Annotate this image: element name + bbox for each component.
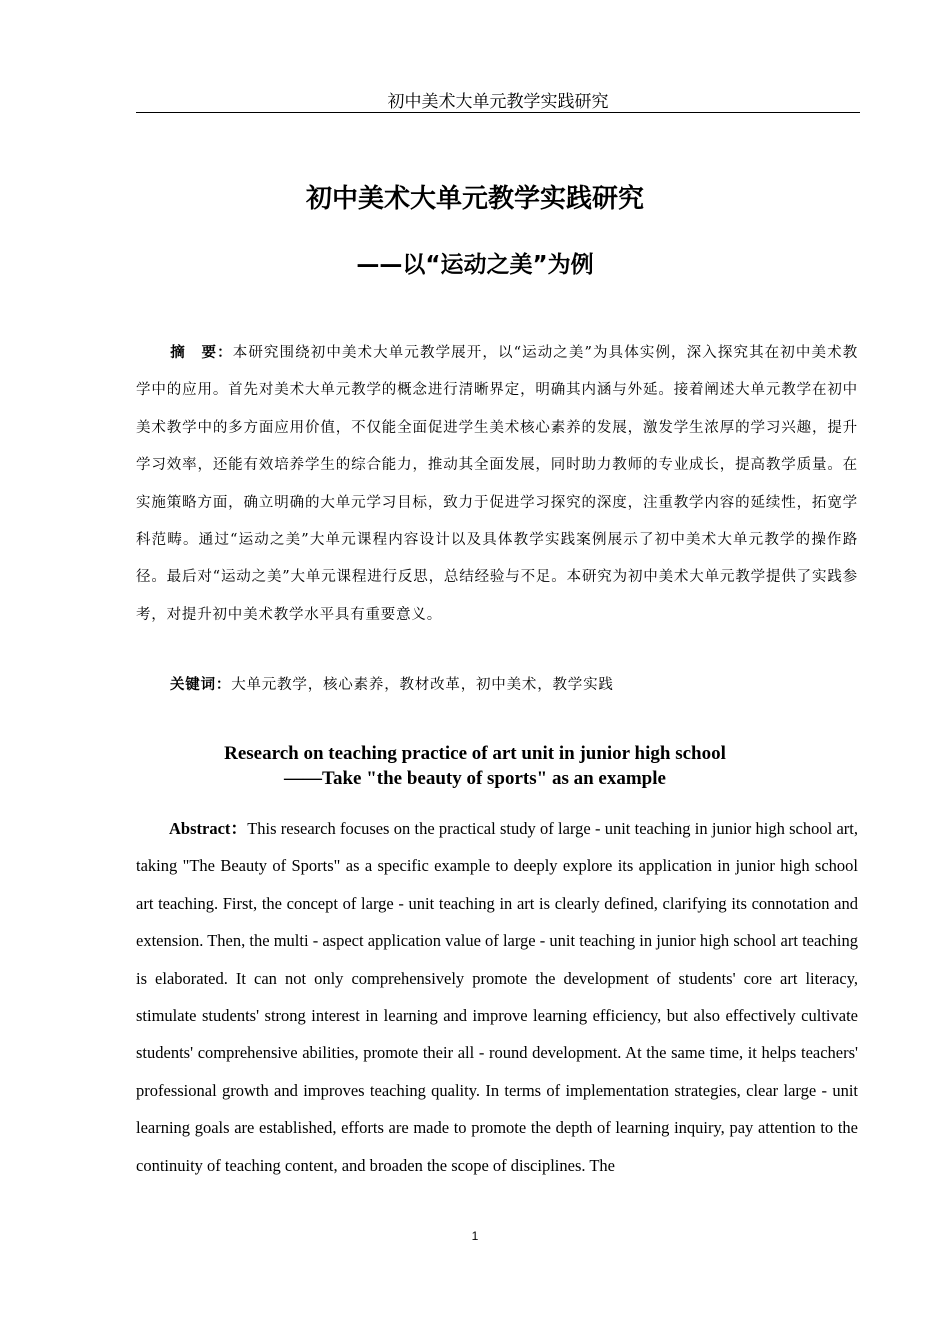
abstract-label: 摘 要： bbox=[170, 344, 233, 361]
english-abstract bbox=[136, 810, 858, 1184]
running-header: 初中美术大单元教学实践研究 bbox=[136, 92, 860, 113]
keywords-label: 关键词： bbox=[170, 676, 232, 693]
abstract-body: 本研究围绕初中美术大单元教学展开，以“运动之美”为具体实例，深入探究其在初中美术教学中的应用。首先对美术大单元教学的概念进行清晰界定，明确其内涵与外延。接着阐述大单元教学在初中美术教学中的多方面应用价值，不仅能全面促进学生美术核心素养的发展，激发学生浓厚的学习兴趣，提升学习效率，还能有效培养学生的综合能力，推动其全面发展，同时助力教师的专业成长，提高教学质量。在实施策略方面，确立明确的大单元学习目标，致力于促进学习探究的深度，注重教学内容的延续性，拓宽学科范畴。通过“运动之美”大单元课程内容设计以及具体教学实践案例展示了初中美术大单元教学的操作路径。最后对“运动之美”大单元课程进行反思，总结经验与不足。本研究为初中美术大单元教学提供了实践参考，对提升初中美术教学水平具有重要意义。 bbox=[136, 345, 858, 623]
chinese-abstract bbox=[136, 334, 858, 634]
chinese-keywords bbox=[136, 668, 858, 702]
page-number: 1 bbox=[471, 1229, 479, 1243]
english-title-block bbox=[0, 741, 950, 791]
page-title: 初中美术大单元教学实践研究 bbox=[305, 184, 644, 214]
english-subtitle: ——Take "the beauty of sports" as an example bbox=[284, 768, 666, 789]
keywords-body: 大单元教学，核心素养，教材改革，初中美术，教学实践 bbox=[231, 677, 614, 693]
english-abstract-label: Abstract： bbox=[169, 819, 248, 838]
english-abstract-body: This research focuses on the practical study of large - unit teaching in junior high school art, taking "The Beauty of Sports" as a specific example to deeply explore its application in junior high school art teaching. First, the concept of large - unit teaching in art is clearly defined, clarifying its connotation and extension. Then, the multi - aspect application value of large - unit teaching in junior high school art teaching is elaborated. It can not only comprehensively promote the development of students' core art literacy, stimulate students' strong interest in learning and improve learning efficiency, but also effectively cultivate students' comprehensive abilities, promote their all - round development. At the same time, it helps teachers' professional growth and improves teaching quality. In terms of implementation strategies, clear large - unit learning goals are established, efforts are made to promote the depth of learning inquiry, pay attention to the continuity of teaching content, and broaden the scope of disciplines. The bbox=[136, 819, 859, 1175]
page-subtitle: ——以“运动之美”为例 bbox=[356, 252, 594, 278]
english-title: Research on teaching practice of art unit in junior high school bbox=[224, 743, 726, 764]
